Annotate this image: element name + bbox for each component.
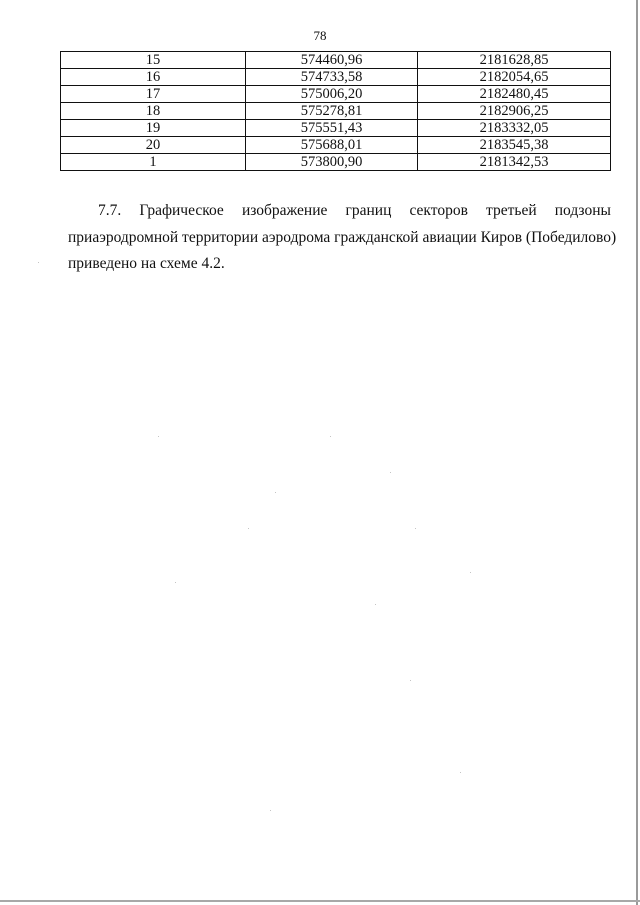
point-number-cell: 19 bbox=[61, 120, 246, 137]
point-number-cell: 17 bbox=[61, 86, 246, 103]
y-coordinate-cell: 2181628,85 bbox=[418, 52, 611, 69]
paragraph-text: приаэродромной территории аэродрома гражданской авиации Киров (Победилово) bbox=[68, 228, 617, 246]
scan-speck bbox=[460, 772, 461, 773]
x-coordinate-cell: 575278,81 bbox=[246, 103, 418, 120]
paragraph-word: третьей bbox=[486, 202, 537, 219]
scan-speck bbox=[158, 436, 159, 437]
table-row bbox=[61, 120, 611, 137]
section-7-7-paragraph bbox=[68, 198, 617, 278]
x-coordinate-cell: 574733,58 bbox=[246, 69, 418, 86]
table-row bbox=[61, 154, 611, 171]
table-row bbox=[61, 86, 611, 103]
y-coordinate-cell: 2182906,25 bbox=[418, 103, 611, 120]
table-row bbox=[61, 103, 611, 120]
scan-speck bbox=[390, 472, 391, 473]
scan-speck bbox=[415, 528, 416, 529]
paragraph-line-2 bbox=[68, 225, 617, 252]
x-coordinate-cell: 575688,01 bbox=[246, 137, 418, 154]
scan-speck bbox=[38, 262, 39, 263]
page-edge-shadow bbox=[636, 0, 638, 905]
point-number-cell: 1 bbox=[61, 154, 246, 171]
y-coordinate-cell: 2181342,53 bbox=[418, 154, 611, 171]
x-coordinate-cell: 573800,90 bbox=[246, 154, 418, 171]
x-coordinate-cell: 575006,20 bbox=[246, 86, 418, 103]
paragraph-text: приведено на схеме 4.2. bbox=[68, 255, 225, 272]
scan-speck bbox=[375, 604, 376, 605]
scan-speck bbox=[248, 528, 249, 529]
paragraph-word: изображение bbox=[241, 202, 328, 219]
point-number-cell: 18 bbox=[61, 103, 246, 120]
scan-speck bbox=[270, 810, 271, 811]
point-number-cell: 16 bbox=[61, 69, 246, 86]
paragraph-word: подзоны bbox=[554, 202, 611, 219]
point-number-cell: 15 bbox=[61, 52, 246, 69]
table-row bbox=[61, 137, 611, 154]
table-row bbox=[61, 52, 611, 69]
point-number-cell: 20 bbox=[61, 137, 246, 154]
scan-speck bbox=[330, 436, 331, 437]
page-edge-shadow-bottom bbox=[0, 900, 640, 902]
x-coordinate-cell: 575551,43 bbox=[246, 120, 418, 137]
y-coordinate-cell: 2183332,05 bbox=[418, 120, 611, 137]
y-coordinate-cell: 2182480,45 bbox=[418, 86, 611, 103]
table-row bbox=[61, 69, 611, 86]
coordinates-table bbox=[60, 51, 611, 171]
x-coordinate-cell: 574460,96 bbox=[246, 52, 418, 69]
paragraph-line-1 bbox=[68, 198, 611, 225]
paragraph-word: Графическое bbox=[139, 202, 224, 219]
page-number: 78 bbox=[313, 28, 327, 43]
section-number: 7.7. bbox=[98, 202, 122, 219]
y-coordinate-cell: 2183545,38 bbox=[418, 137, 611, 154]
scan-speck bbox=[410, 680, 411, 681]
y-coordinate-cell: 2182054,65 bbox=[418, 69, 611, 86]
scan-speck bbox=[275, 492, 276, 493]
paragraph-word: секторов bbox=[409, 202, 468, 219]
scan-speck bbox=[175, 582, 176, 583]
paragraph-line-3 bbox=[68, 251, 611, 278]
scan-speck bbox=[470, 572, 471, 573]
paragraph-word: границ bbox=[345, 202, 392, 219]
